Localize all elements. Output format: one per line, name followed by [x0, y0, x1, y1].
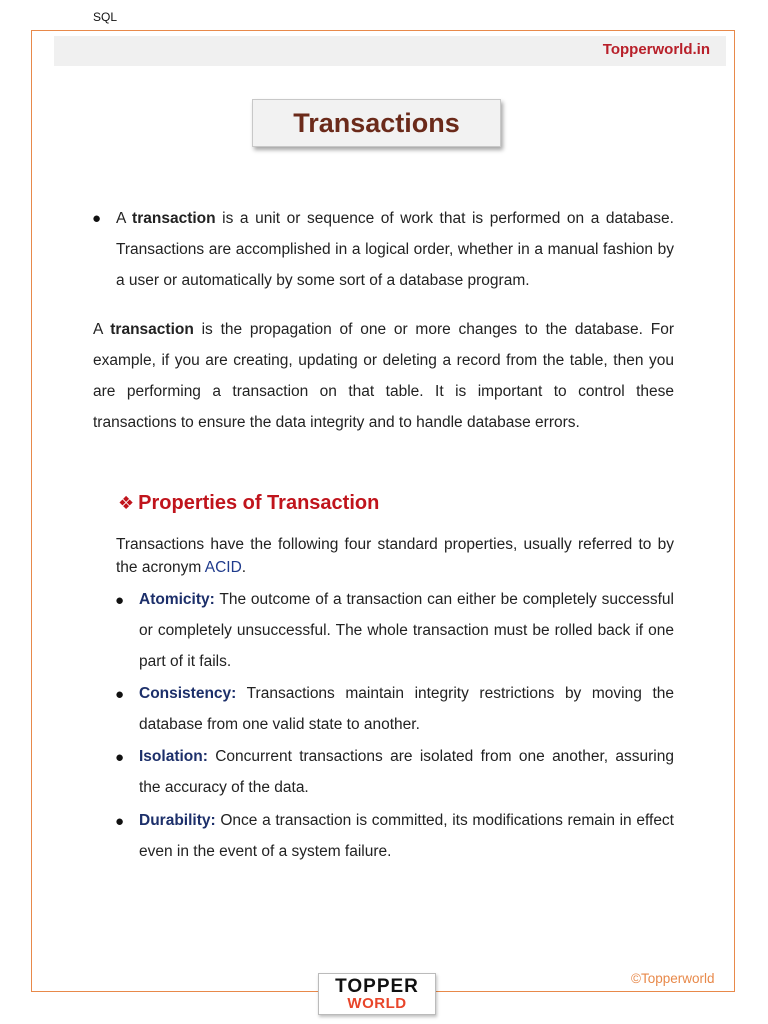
- bullet-icon: ●: [115, 749, 125, 766]
- bullet-icon: ●: [92, 210, 102, 227]
- section-heading: [118, 492, 379, 515]
- explanation-text: is the propagation of one or more changes to the database. For example, if you are creating, updating or deleting a record from the table, then you are performing a transaction on that table. It is important to control these transactions to ensure the data integrity and to handle database errors.: [93, 321, 674, 431]
- page-title: Transactions: [293, 107, 460, 138]
- property-atomicity: [139, 584, 674, 677]
- property-term: Atomicity:: [139, 591, 215, 608]
- property-consistency: [139, 678, 674, 740]
- definition-text: is a unit or sequence of work that is performed on a database. Transactions are accomplished in a logical order, whether in a manual fashion by a user or automatically by some sort of a database program.: [116, 210, 674, 289]
- property-term: Isolation:: [139, 748, 208, 765]
- section-intro-end: .: [241, 559, 247, 576]
- property-text: The outcome of a transaction can either be completely successful or completely unsuccessful. The whole transaction must be rolled back if one part of it fails.: [139, 591, 674, 670]
- definition-bullet: [116, 203, 674, 296]
- diamond-bullet-icon: ❖: [118, 493, 135, 513]
- running-head: SQL: [93, 10, 118, 24]
- property-text: Concurrent transactions are isolated from one another, assuring the accuracy of the data.: [139, 748, 674, 796]
- acid-acronym: ACID: [204, 559, 242, 576]
- definition-text-pre: A: [116, 210, 133, 227]
- definition-term: transaction: [132, 210, 216, 227]
- bullet-icon: ●: [115, 592, 125, 609]
- property-text: Once a transaction is committed, its modifications remain in effect even in the event of a system failure.: [139, 812, 674, 860]
- explanation-text-pre: A: [93, 321, 111, 338]
- property-durability: [139, 805, 674, 867]
- topperworld-logo: [318, 973, 436, 1015]
- explanation-paragraph: [93, 314, 674, 438]
- property-isolation: [139, 741, 674, 803]
- section-intro-text: Transactions have the following four standard properties, usually referred to by the acronym: [116, 536, 674, 576]
- section-heading-text: Properties of Transaction: [138, 492, 380, 514]
- logo-bottom-text: WORLD: [347, 995, 407, 1012]
- brand-bar: [54, 36, 726, 66]
- property-term: Durability:: [139, 812, 216, 829]
- logo-top-text: TOPPER: [335, 976, 419, 997]
- copyright-notice: ©Topperworld: [631, 971, 715, 986]
- section-intro: [116, 533, 674, 579]
- explanation-term: transaction: [110, 321, 194, 338]
- property-term: Consistency:: [139, 685, 237, 702]
- bullet-icon: ●: [115, 813, 125, 830]
- property-text: Transactions maintain integrity restrictions by moving the database from one valid state to another.: [139, 685, 674, 733]
- bullet-icon: ●: [115, 686, 125, 703]
- brand-link[interactable]: Topperworld.in: [602, 41, 710, 58]
- title-box: [252, 99, 501, 147]
